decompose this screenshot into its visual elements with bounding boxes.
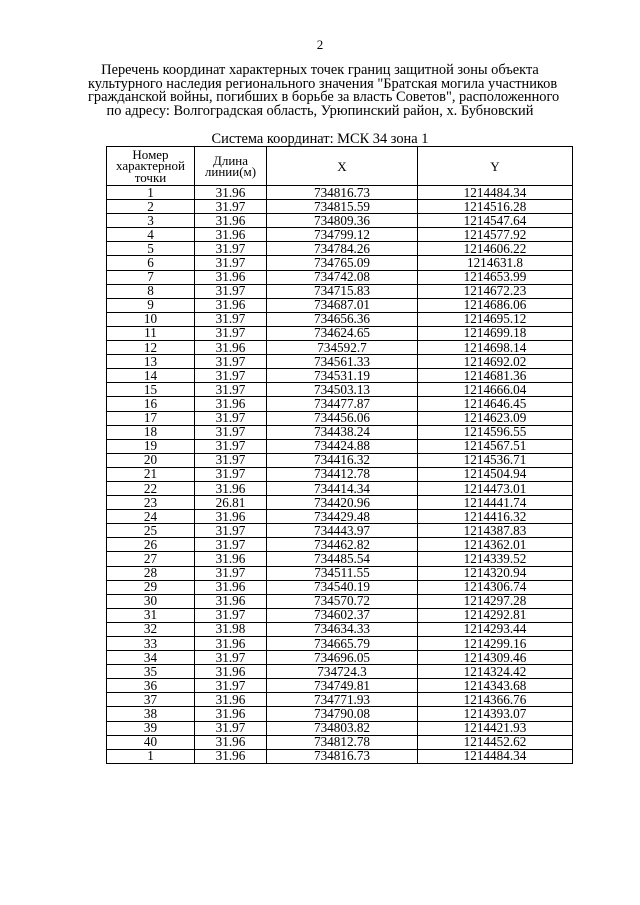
cell-point-number: 2 [107,200,195,214]
cell-point-number: 32 [107,622,195,636]
table-row [107,242,573,256]
table-row [107,538,573,552]
cell-x: 734414.34 [267,481,418,495]
cell-point-number: 33 [107,637,195,651]
cell-line-length: 31.96 [195,580,267,594]
cell-point-number: 9 [107,298,195,312]
cell-x: 734816.73 [267,749,418,763]
table-row [107,425,573,439]
cell-line-length: 31.97 [195,453,267,467]
cell-y: 1214699.18 [418,326,573,340]
table-row [107,411,573,425]
cell-x: 734812.78 [267,735,418,749]
cell-y: 1214666.04 [418,383,573,397]
cell-x: 734503.13 [267,383,418,397]
cell-y: 1214646.45 [418,397,573,411]
cell-x: 734771.93 [267,693,418,707]
cell-y: 1214297.28 [418,594,573,608]
cell-y: 1214547.64 [418,214,573,228]
cell-line-length: 31.96 [195,298,267,312]
table-row [107,284,573,298]
cell-point-number: 35 [107,665,195,679]
page-number: 2 [316,37,324,52]
cell-point-number: 8 [107,284,195,298]
cell-y: 1214623.09 [418,411,573,425]
table-row [107,481,573,495]
cell-point-number: 17 [107,411,195,425]
cell-y: 1214484.34 [418,186,573,200]
cell-line-length: 31.96 [195,186,267,200]
cell-y: 1214362.01 [418,538,573,552]
cell-line-length: 31.97 [195,326,267,340]
coordinates-table [106,146,573,764]
cell-point-number: 26 [107,538,195,552]
cell-point-number: 23 [107,496,195,510]
cell-y: 1214567.51 [418,439,573,453]
cell-y: 1214484.34 [418,749,573,763]
cell-x: 734485.54 [267,552,418,566]
cell-y: 1214686.06 [418,298,573,312]
cell-line-length: 31.96 [195,397,267,411]
title-line: по адресу: Волгоградская область, Урюпинский район, х. Бубновский [106,102,534,119]
cell-y: 1214393.07 [418,707,573,721]
cell-line-length: 31.96 [195,510,267,524]
cell-point-number: 31 [107,608,195,622]
cell-x: 734742.08 [267,270,418,284]
cell-line-length: 31.96 [195,735,267,749]
cell-x: 734531.19 [267,369,418,383]
table-row [107,200,573,214]
cell-y: 1214631.8 [418,256,573,270]
cell-point-number: 29 [107,580,195,594]
cell-point-number: 12 [107,341,195,355]
cell-line-length: 31.97 [195,425,267,439]
table-row [107,228,573,242]
table-row [107,665,573,679]
table-row [107,580,573,594]
cell-line-length: 31.96 [195,637,267,651]
cell-point-number: 4 [107,228,195,242]
cell-point-number: 30 [107,594,195,608]
table-row [107,355,573,369]
cell-y: 1214306.74 [418,580,573,594]
cell-x: 734416.32 [267,453,418,467]
cell-y: 1214324.42 [418,665,573,679]
cell-line-length: 31.97 [195,524,267,538]
table-row [107,496,573,510]
cell-y: 1214293.44 [418,622,573,636]
cell-point-number: 3 [107,214,195,228]
cell-y: 1214536.71 [418,453,573,467]
cell-y: 1214692.02 [418,355,573,369]
cell-point-number: 34 [107,651,195,665]
table-row [107,383,573,397]
cell-x: 734790.08 [267,707,418,721]
cell-y: 1214339.52 [418,552,573,566]
cell-y: 1214299.16 [418,637,573,651]
cell-line-length: 31.96 [195,552,267,566]
title-line: Перечень координат характерных точек границ защитной зоны объекта [101,62,539,78]
table-row [107,679,573,693]
cell-x: 734724.3 [267,665,418,679]
header-text: точки [134,169,167,185]
cell-y: 1214452.62 [418,735,573,749]
cell-line-length: 31.97 [195,355,267,369]
cell-y: 1214309.46 [418,651,573,665]
cell-x: 734816.73 [267,186,418,200]
table-row [107,298,573,312]
cell-point-number: 38 [107,707,195,721]
cell-point-number: 5 [107,242,195,256]
cell-line-length: 31.97 [195,439,267,453]
cell-x: 734462.82 [267,538,418,552]
cell-point-number: 39 [107,721,195,735]
cell-point-number: 16 [107,397,195,411]
table-row [107,524,573,538]
header-text: Длина [212,153,249,168]
cell-line-length: 31.97 [195,284,267,298]
cell-x: 734624.65 [267,326,418,340]
header-text: Номер [132,146,169,162]
cell-point-number: 27 [107,552,195,566]
cell-y: 1214416.32 [418,510,573,524]
cell-y: 1214473.01 [418,481,573,495]
cell-line-length: 31.97 [195,679,267,693]
cell-line-length: 31.96 [195,594,267,608]
cell-line-length: 31.97 [195,721,267,735]
title-line: гражданской войны, погибших в борьбе за власть Советов", расположенного [88,89,560,106]
cell-point-number: 40 [107,735,195,749]
table-row [107,397,573,411]
cell-x: 734803.82 [267,721,418,735]
table-row [107,510,573,524]
cell-point-number: 15 [107,383,195,397]
header-text: линии(м) [204,164,257,179]
cell-x: 734561.33 [267,355,418,369]
table-row [107,453,573,467]
cell-line-length: 31.98 [195,622,267,636]
cell-y: 1214596.55 [418,425,573,439]
table-body [107,186,573,764]
cell-line-length: 31.96 [195,481,267,495]
cell-point-number: 37 [107,693,195,707]
table-row [107,467,573,481]
title-line: культурного наследия регионального значения "Братская могила участников [88,75,558,92]
cell-y: 1214516.28 [418,200,573,214]
cell-y: 1214441.74 [418,496,573,510]
cell-point-number: 28 [107,566,195,580]
cell-line-length: 31.97 [195,383,267,397]
cell-x: 734456.06 [267,411,418,425]
cell-point-number: 10 [107,312,195,326]
table-row [107,735,573,749]
cell-y: 1214366.76 [418,693,573,707]
cell-line-length: 31.97 [195,566,267,580]
cell-x: 734665.79 [267,637,418,651]
cell-point-number: 36 [107,679,195,693]
table-row [107,566,573,580]
cell-x: 734412.78 [267,467,418,481]
cell-point-number: 25 [107,524,195,538]
cell-line-length: 31.97 [195,608,267,622]
table-row [107,721,573,735]
cell-line-length: 31.96 [195,707,267,721]
cell-point-number: 19 [107,439,195,453]
cell-line-length: 31.96 [195,270,267,284]
cell-line-length: 31.97 [195,242,267,256]
cell-x: 734438.24 [267,425,418,439]
cell-x: 734540.19 [267,580,418,594]
table-row [107,693,573,707]
cell-y: 1214695.12 [418,312,573,326]
cell-x: 734511.55 [267,566,418,580]
cell-line-length: 31.97 [195,467,267,481]
cell-x: 734424.88 [267,439,418,453]
cell-y: 1214606.22 [418,242,573,256]
cell-point-number: 20 [107,453,195,467]
cell-x: 734592.7 [267,341,418,355]
cell-y: 1214577.92 [418,228,573,242]
table-row [107,608,573,622]
cell-line-length: 31.96 [195,214,267,228]
cell-x: 734634.33 [267,622,418,636]
cell-x: 734570.72 [267,594,418,608]
table-row [107,369,573,383]
cell-line-length: 31.97 [195,411,267,425]
table-row [107,651,573,665]
cell-line-length: 31.97 [195,369,267,383]
cell-point-number: 24 [107,510,195,524]
header-y: Y [418,147,573,186]
cell-point-number: 13 [107,355,195,369]
cell-x: 734420.96 [267,496,418,510]
header-text: характерной [116,158,185,174]
cell-x: 734765.09 [267,256,418,270]
cell-point-number: 21 [107,467,195,481]
cell-line-length: 31.97 [195,651,267,665]
cell-y: 1214320.94 [418,566,573,580]
table-header-row [107,147,573,186]
cell-line-length: 31.96 [195,693,267,707]
cell-x: 734477.87 [267,397,418,411]
cell-x: 734809.36 [267,214,418,228]
header-line-length [195,147,267,186]
cell-y: 1214653.99 [418,270,573,284]
cell-line-length: 31.97 [195,312,267,326]
cell-x: 734696.05 [267,651,418,665]
cell-y: 1214292.81 [418,608,573,622]
cell-x: 734799.12 [267,228,418,242]
table-row [107,326,573,340]
table-row [107,622,573,636]
table-row [107,214,573,228]
table-row [107,707,573,721]
table-row [107,270,573,284]
table-row [107,749,573,763]
cell-x: 734715.83 [267,284,418,298]
table-row [107,594,573,608]
cell-x: 734815.59 [267,200,418,214]
header-point-number [107,147,195,186]
document-title [88,62,560,119]
cell-y: 1214387.83 [418,524,573,538]
cell-y: 1214672.23 [418,284,573,298]
cell-y: 1214504.94 [418,467,573,481]
cell-point-number: 11 [107,326,195,340]
table-row [107,439,573,453]
cell-line-length: 31.97 [195,200,267,214]
cell-line-length: 31.96 [195,228,267,242]
cell-x: 734429.48 [267,510,418,524]
cell-line-length: 31.97 [195,256,267,270]
cell-point-number: 22 [107,481,195,495]
cell-y: 1214681.36 [418,369,573,383]
cell-line-length: 31.96 [195,749,267,763]
cell-point-number: 7 [107,270,195,284]
cell-point-number: 14 [107,369,195,383]
table-row [107,312,573,326]
cell-x: 734656.36 [267,312,418,326]
cell-line-length: 31.96 [195,341,267,355]
table-row [107,341,573,355]
cell-line-length: 31.97 [195,538,267,552]
cell-x: 734749.81 [267,679,418,693]
cell-y: 1214343.68 [418,679,573,693]
cell-point-number: 1 [107,186,195,200]
cell-x: 734784.26 [267,242,418,256]
coordinate-system-caption: Система координат: МСК 34 зона 1 [211,131,429,147]
cell-point-number: 18 [107,425,195,439]
cell-y: 1214698.14 [418,341,573,355]
cell-line-length: 26.81 [195,496,267,510]
cell-point-number: 1 [107,749,195,763]
header-x: X [267,147,418,186]
table-row [107,552,573,566]
table-row [107,256,573,270]
cell-x: 734443.97 [267,524,418,538]
cell-y: 1214421.93 [418,721,573,735]
cell-line-length: 31.96 [195,665,267,679]
table-row [107,186,573,200]
cell-x: 734602.37 [267,608,418,622]
cell-x: 734687.01 [267,298,418,312]
table-row [107,637,573,651]
cell-point-number: 6 [107,256,195,270]
